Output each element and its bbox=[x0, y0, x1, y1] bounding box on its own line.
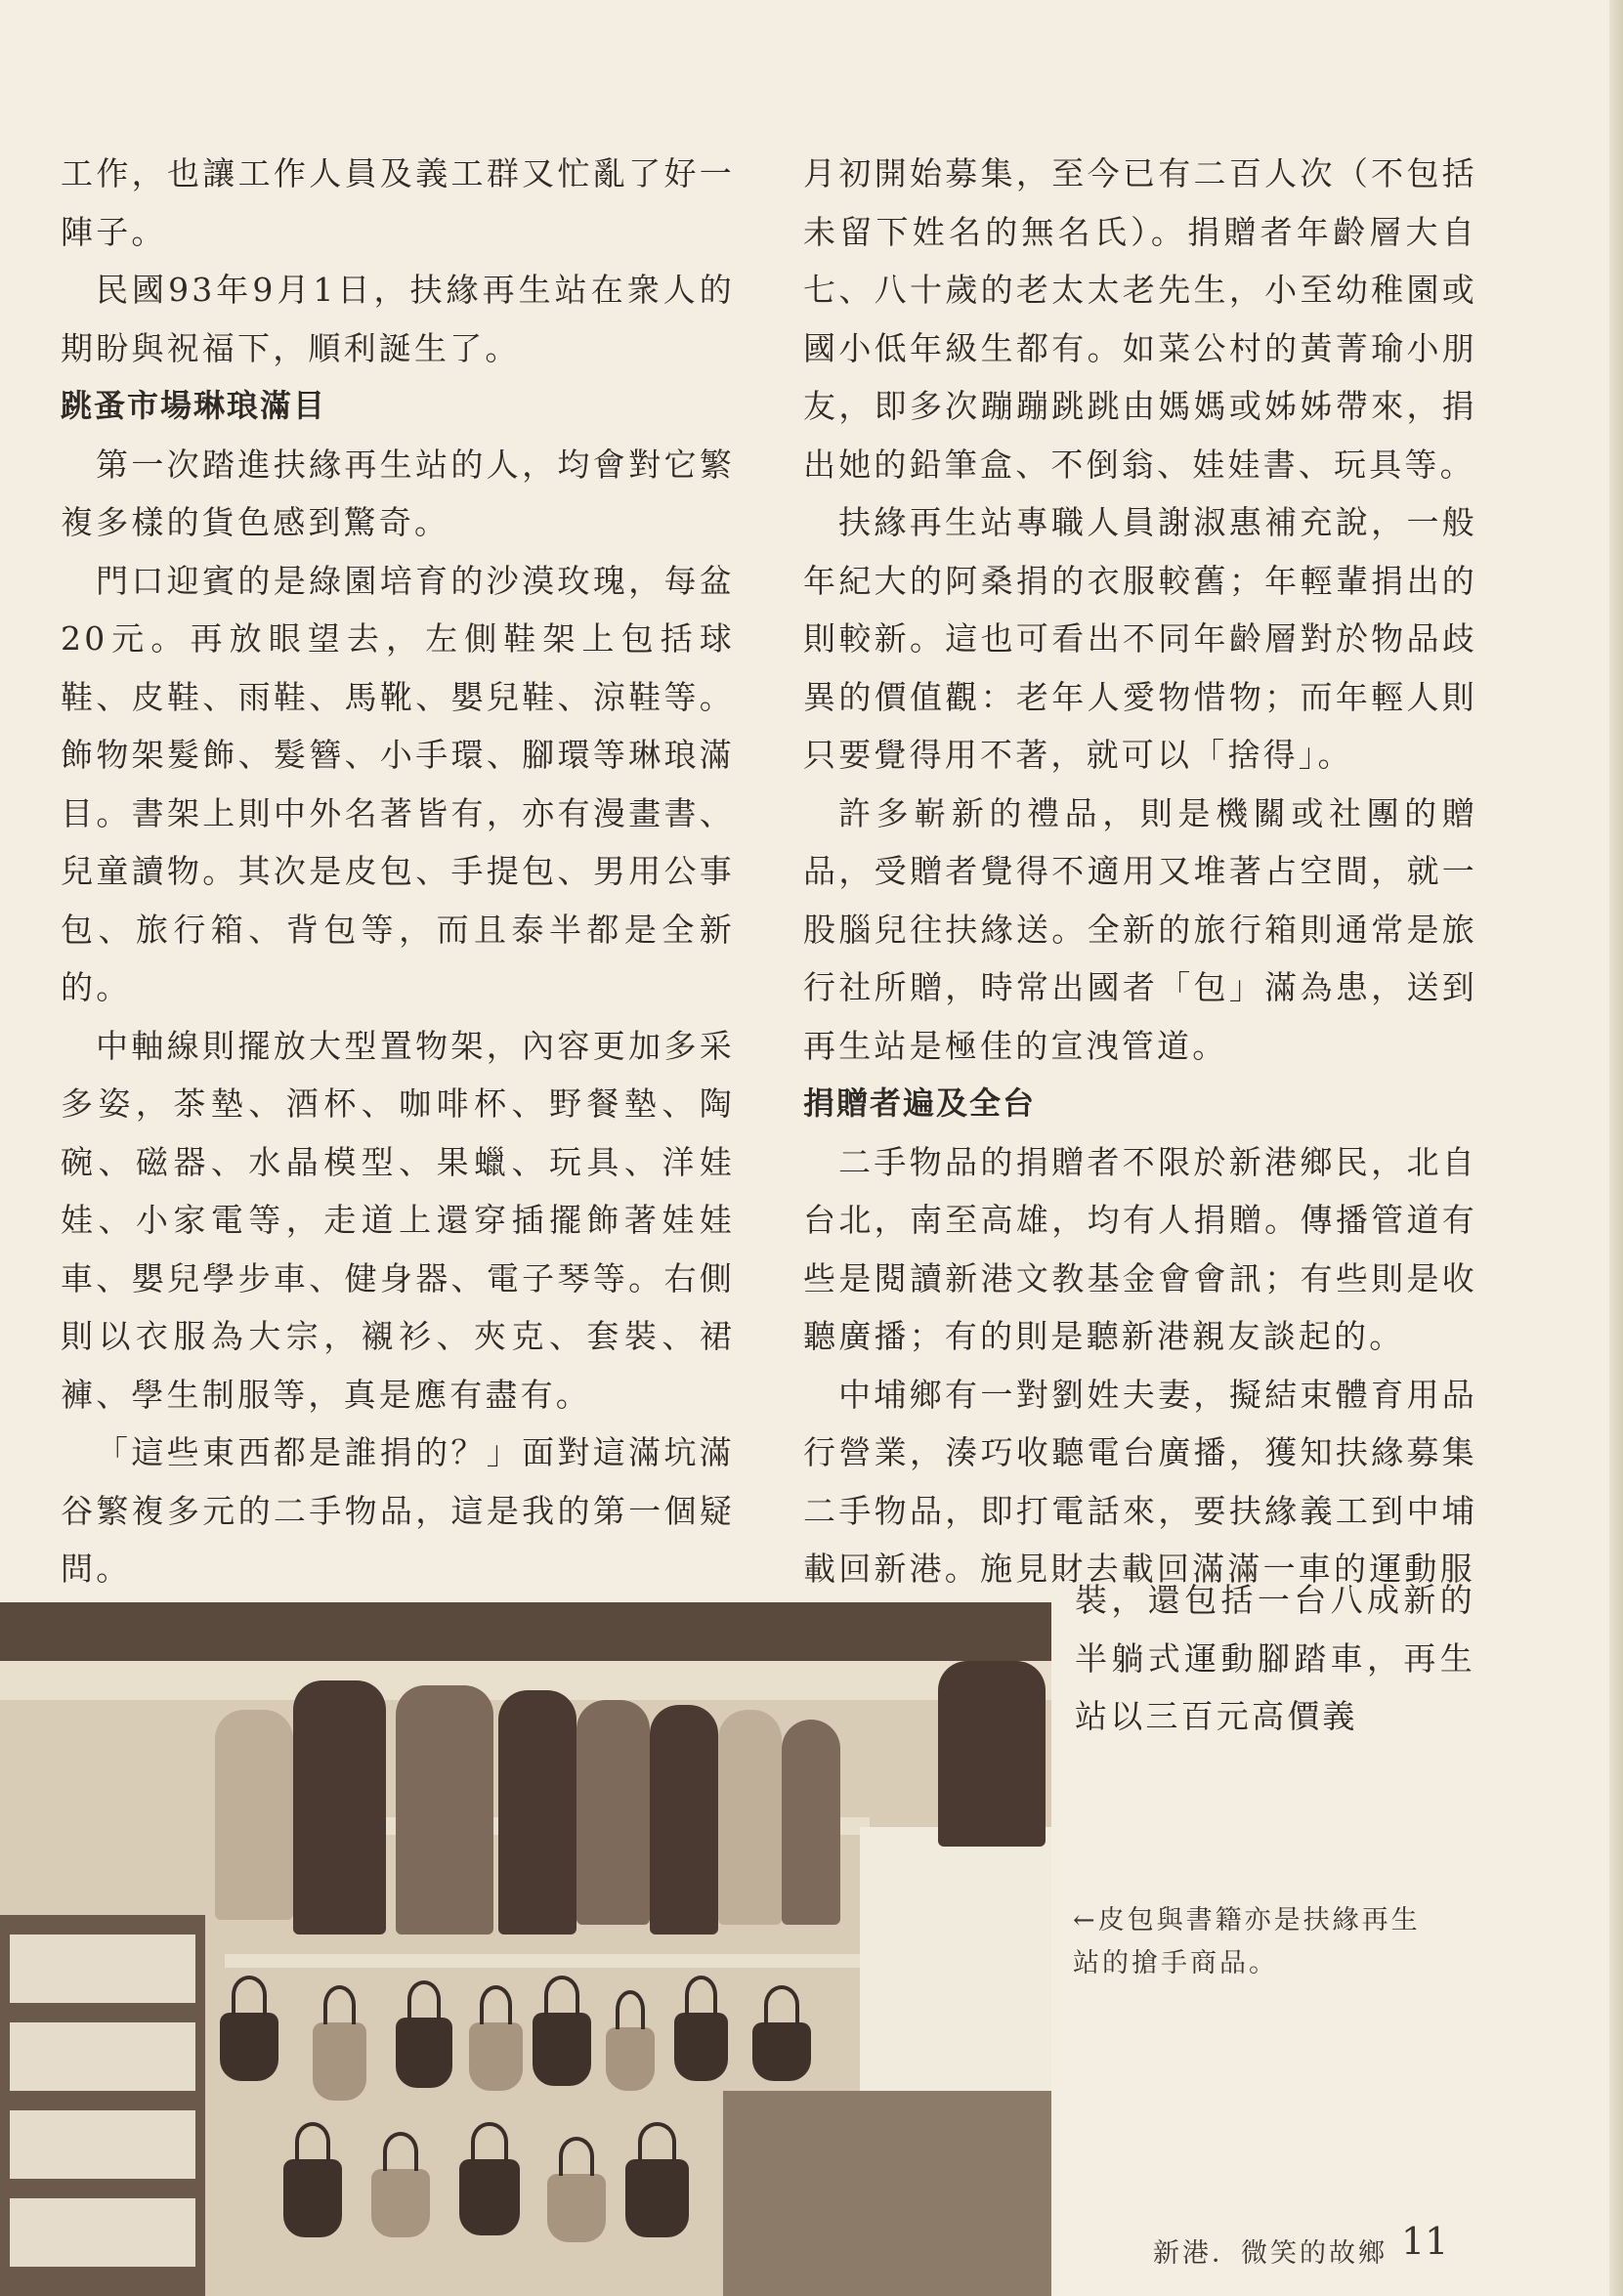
hanging-bag bbox=[371, 2169, 430, 2237]
hanging-bag bbox=[220, 2013, 278, 2081]
paragraph: 月初開始募集，至今已有二百人次（不包括未留下姓名的無名氏）。捐贈者年齡層大自七、八十歲的老太太老先生，小至幼稚園或國小低年級生都有。如菜公村的黃菁瑜小朋友，即多次蹦蹦跳跳由媽媽或姊姊帶來，捐出她的鉛筆盒、不倒翁、娃娃書、玩具等。 bbox=[803, 154, 1477, 484]
photo-secondhand-shop bbox=[0, 1602, 1051, 2296]
section-heading: 捐贈者遍及全台 bbox=[803, 1084, 1037, 1122]
book-row bbox=[10, 1935, 195, 2003]
paragraph: 門口迎賓的是綠園培育的沙漠玫瑰，每盆20元。再放眼望去，左側鞋架上包括球鞋、皮鞋、雨鞋、馬靴、嬰兒鞋、涼鞋等。飾物架髮飾、髮簪、小手環、腳環等琳琅滿目。書架上則中外名著皆有，亦有漫畫書、兒童讀物。其次是皮包、手提包、男用公事包、旅行箱、背包等，而且泰半都是全新的。 bbox=[61, 561, 735, 1006]
photo-bookshelf bbox=[0, 1915, 205, 2296]
hanging-bag bbox=[606, 2027, 655, 2091]
hanging-bag bbox=[674, 2013, 728, 2081]
page-number: 11 bbox=[1401, 2220, 1449, 2263]
paragraph: 許多嶄新的禮品，則是機關或社團的贈品，受贈者覺得不適用又堆著占空間，就一股腦兒往扶緣送。全新的旅行箱則通常是旅行社所贈，時常出國者「包」滿為患，送到再生站是極佳的宣洩管道。 bbox=[803, 793, 1477, 1065]
paragraph: 中軸線則擺放大型置物架，內容更加多采多姿，茶墊、酒杯、咖啡杯、野餐墊、陶碗、磁器、水晶模型、果蠟、玩具、洋娃娃、小家電等，走道上還穿插擺飾著娃娃車、嬰兒學步車、健身器、電子琴等。右側則以衣服為大宗，襯衫、夾克、套裝、裙褲、學生制服等，真是應有盡有。 bbox=[61, 1026, 735, 1414]
hanging-bag bbox=[547, 2174, 606, 2242]
book-row bbox=[10, 2198, 195, 2267]
hanging-garment bbox=[215, 1710, 293, 1920]
hanging-garment bbox=[718, 1710, 782, 1925]
footer-title: 新港．微笑的故鄉 bbox=[1153, 2238, 1388, 2269]
paragraph: 裝，還包括一台八成新的半躺式運動腳踏車，再生站以三百元高價義 bbox=[1075, 1581, 1475, 1735]
left-column bbox=[61, 145, 735, 1656]
photo-rail bbox=[225, 1954, 870, 1968]
photo-window bbox=[860, 1827, 1051, 2120]
wrapped-text bbox=[1075, 1571, 1475, 1746]
hanging-bag bbox=[396, 2018, 452, 2088]
paragraph: 二手物品的捐贈者不限於新港鄉民，北自台北，南至高雄，均有人捐贈。傳播管道有些是閱讀新港文教基金會會訊；有些則是收聽廣播；有的則是聽新港親友談起的。 bbox=[803, 1142, 1477, 1355]
book-row bbox=[10, 2022, 195, 2091]
paragraph: 民國93年9月1日，扶緣再生站在衆人的期盼與祝福下，順利誕生了。 bbox=[61, 271, 735, 367]
hanging-garment bbox=[396, 1685, 493, 1935]
photo-clothes-table bbox=[723, 2091, 1051, 2296]
paragraph: 工作，也讓工作人員及義工群又忙亂了好一陣子。 bbox=[61, 154, 735, 251]
hanging-bag bbox=[283, 2159, 342, 2237]
paragraph: 扶緣再生站專職人員謝淑惠補充說，一般年紀大的阿桑捐的衣服較舊；年輕輩捐出的則較新。這也可看出不同年齡層對於物品歧異的價值觀：老年人愛物惜物；而年輕人則只要覺得用不著，就可以「捨得」。 bbox=[803, 503, 1477, 774]
hanging-bag bbox=[313, 2022, 366, 2101]
book-row bbox=[10, 2110, 195, 2179]
paragraph: 第一次踏進扶緣再生站的人，均會對它繁複多樣的貨色感到驚奇。 bbox=[61, 445, 735, 541]
hanging-garment bbox=[650, 1705, 718, 1935]
hanging-bag bbox=[459, 2159, 520, 2235]
paragraph: 「這些東西都是誰捐的？」面對這滿坑滿谷繁複多元的二手物品，這是我的第一個疑問。 bbox=[61, 1433, 735, 1588]
hanging-garment bbox=[498, 1690, 577, 1935]
hanging-bag bbox=[533, 2013, 591, 2086]
hanging-garment bbox=[293, 1680, 386, 1935]
photo-roof bbox=[0, 1602, 1051, 1661]
hanging-garment bbox=[938, 1661, 1046, 1847]
hanging-garment bbox=[782, 1720, 840, 1925]
right-column bbox=[803, 145, 1477, 1598]
page-edge bbox=[1609, 0, 1623, 2296]
hanging-bag bbox=[625, 2159, 689, 2237]
paragraph: 中埔鄉有一對劉姓夫妻，擬結束體育用品行營業，湊巧收聽電台廣播，獲知扶緣募集二手物品，即打電話來，要扶緣義工到中埔載回新港。施見財去載回滿滿一車的運動服 bbox=[803, 1375, 1477, 1588]
hanging-bag bbox=[752, 2022, 811, 2081]
hanging-bag bbox=[469, 2022, 523, 2091]
section-heading: 跳蚤市場琳琅滿目 bbox=[61, 387, 327, 424]
hanging-garment bbox=[577, 1700, 650, 1925]
photo-caption: ←皮包與書籍亦是扶緣再生站的搶手商品。 bbox=[1073, 1905, 1421, 1978]
